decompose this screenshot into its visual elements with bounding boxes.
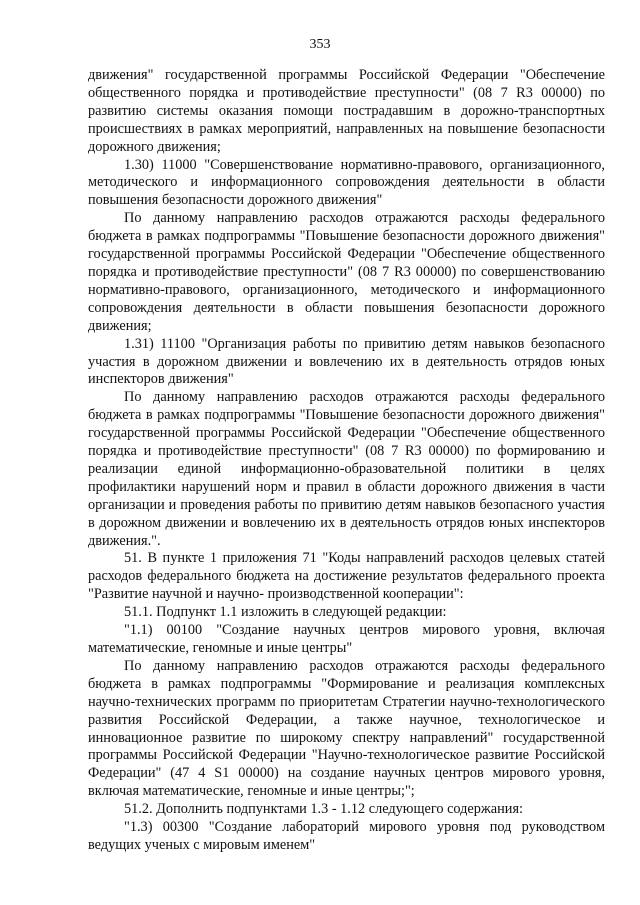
paragraph: "1.1) 00100 "Создание научных центров мирового уровня, включая математические, геномные и иные центры": [88, 622, 605, 656]
paragraph: 1.30) 11000 "Совершенствование нормативно-правового, организационного, методического и информационного сопровождения деятельности в области повышения безопасности дорожного движения": [88, 156, 605, 209]
paragraph: 51.2. Дополнить подпунктами 1.3 - 1.12 следующего содержания:: [124, 801, 523, 818]
paragraph: движения" государственной программы Российской Федерации "Обеспечение общественного порядка и противодействие преступности" (08 7 R3 00000) по развитию системы оказания помощи пострадавшим в дорожно-транспортных происшествиях в рамках мероприятий, направленных на повышение безопасности дорожного движения;: [88, 67, 605, 155]
paragraph: По данному направлению расходов отражаются расходы федерального бюджета в рамках подпрограммы "Повышение безопасности дорожного движения" государственной программы Российской Федерации "Обеспечение общественного порядка и противодействие преступности" (08 7 R3 00000) по формированию и реализации единой информационно-образовательной политики в целях профилактики нарушений норм и правил в области дорожного движения в части организации и проведения работы по привитию детям навыков безопасного участия в дорожном движении и вовлечению их в деятельность отрядов юных инспекторов движения.".: [88, 389, 605, 549]
document-body: [88, 67, 605, 855]
page-number: 353: [309, 37, 331, 52]
paragraph: 1.31) 11100 "Организация работы по привитию детям навыков безопасного участия в дорожном движении и вовлечению их в деятельность отрядов юных инспекторов движения": [88, 335, 605, 388]
paragraph: 51. В пункте 1 приложения 71 "Коды направлений расходов целевых статей расходов федерального бюджета на достижение результатов федерального проекта "Развитие научной и научно- производственной кооперации":: [88, 550, 605, 603]
paragraph: "1.3) 00300 "Создание лабораторий мирового уровня под руководством ведущих ученых с мировым именем": [88, 819, 605, 853]
paragraph: 51.1. Подпункт 1.1 изложить в следующей редакции:: [124, 604, 447, 621]
paragraph: По данному направлению расходов отражаются расходы федерального бюджета в рамках подпрограммы "Повышение безопасности дорожного движения" государственной программы Российской Федерации "Обеспечение общественного порядка и противодействие преступности" (08 7 R3 00000) по совершенствованию нормативно-правового, организационного, методического и информационного сопровождения деятельности в области повышения безопасности дорожного движения;: [88, 210, 605, 334]
paragraph: По данному направлению расходов отражаются расходы федерального бюджета в рамках подпрограммы "Формирование и реализация комплексных научно-технических программ по приоритетам Стратегии научно-технологического развития Российской Федерации, а также научное, технологическое и инновационное развитие по широкому спектру направлений" государственной программы Российской Федерации "Научно-технологическое развитие Российской Федерации" (47 4 S1 00000) на создание научных центров мирового уровня, включая математические, геномные и иные центры;";: [88, 657, 605, 800]
